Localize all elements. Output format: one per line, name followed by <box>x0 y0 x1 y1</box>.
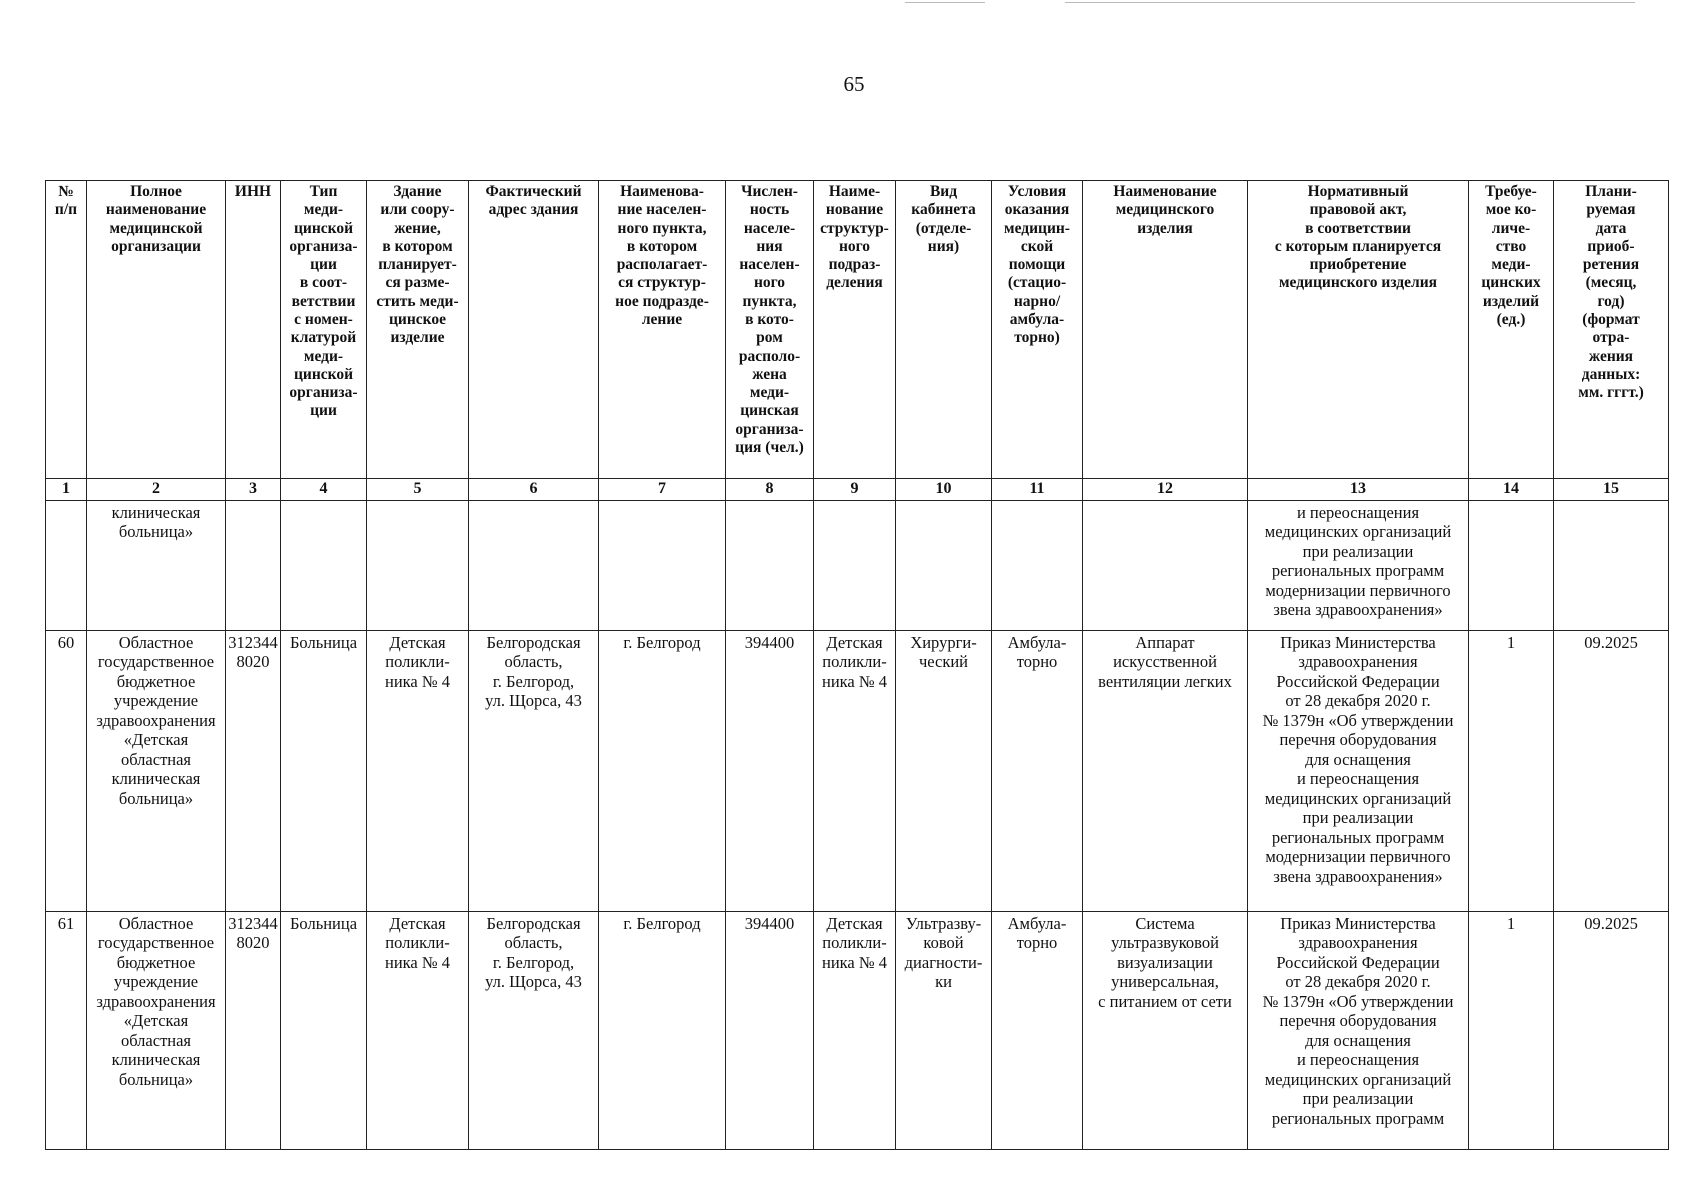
header-cell-population: Числен- ность населе- ния населен- ного пункта, в кото- ром располо- жена меди- цинская организа- ция (чел.) <box>726 181 814 479</box>
table-cell <box>599 501 726 631</box>
column-number: 1 <box>46 479 87 501</box>
header-cell-building: Здание или соору- жение, в котором планирует- ся разме- стить меди- цинское изделие <box>367 181 469 479</box>
page-number: 65 <box>843 72 865 96</box>
table-cell: 09.2025 <box>1554 912 1669 1150</box>
header-cell-purchase-date: Плани- руемая дата приоб- ретения (месяц, год) (формат отра- жения данных: мм. гггт.) <box>1554 181 1669 479</box>
table-cell: и переоснащения медицинских организаций при реализации региональных программ модернизации первичного звена здравоохранения» <box>1248 501 1469 631</box>
header-cell-cabinet-type: Вид кабинета (отделе- ния) <box>896 181 992 479</box>
scan-artifact-line <box>1065 2 1635 3</box>
column-number: 12 <box>1083 479 1248 501</box>
column-number: 8 <box>726 479 814 501</box>
table-cell: Детская поликли- ника № 4 <box>814 631 896 912</box>
header-cell-organization-type: Тип меди- цинской организа- ции в соот- ветствии с номен- клатурой меди- цинской организа- ции <box>281 181 367 479</box>
header-cell-inn: ИНН <box>226 181 281 479</box>
table-cell: Детская поликли- ника № 4 <box>367 912 469 1150</box>
table-cell <box>896 501 992 631</box>
table-cell <box>814 501 896 631</box>
table-cell: Аппарат искусственной вентиляции легких <box>1083 631 1248 912</box>
table-cell: Больница <box>281 631 367 912</box>
table-cell <box>1469 501 1554 631</box>
header-row <box>46 181 1669 479</box>
table-cell: 312344 8020 <box>226 912 281 1150</box>
table-cell: 09.2025 <box>1554 631 1669 912</box>
table-cell: Система ультразвуковой визуализации универсальная, с питанием от сети <box>1083 912 1248 1150</box>
header-cell-locality: Наименова- ние населен- ного пункта, в котором располагает- ся структур- ное подразде- ление <box>599 181 726 479</box>
table-row <box>46 501 1669 631</box>
column-number: 3 <box>226 479 281 501</box>
table-cell: Областное государственное бюджетное учреждение здравоохранения «Детская областная клиническая больница» <box>87 912 226 1150</box>
table-cell <box>281 501 367 631</box>
table-cell: Детская поликли- ника № 4 <box>367 631 469 912</box>
header-cell-division: Наиме- нование структур- ного подраз- деления <box>814 181 896 479</box>
table-cell: Амбула- торно <box>992 631 1083 912</box>
header-cell-legal-act: Нормативный правовой акт, в соответствии с которым планируется приобретение медицинского изделия <box>1248 181 1469 479</box>
header-cell-quantity: Требуе- мое ко- личе- ство меди- цинских изделий (ед.) <box>1469 181 1554 479</box>
column-number: 6 <box>469 479 599 501</box>
table-cell <box>1554 501 1669 631</box>
table-cell: Хирурги- ческий <box>896 631 992 912</box>
table-cell: г. Белгород <box>599 631 726 912</box>
column-number: 7 <box>599 479 726 501</box>
table-cell <box>469 501 599 631</box>
table-cell: Ультразву- ковой диагности- ки <box>896 912 992 1150</box>
table-cell <box>726 501 814 631</box>
table-cell: г. Белгород <box>599 912 726 1150</box>
header-cell-device-name: Наименование медицинского изделия <box>1083 181 1248 479</box>
table-cell: Амбула- торно <box>992 912 1083 1150</box>
column-number: 13 <box>1248 479 1469 501</box>
table-cell: Детская поликли- ника № 4 <box>814 912 896 1150</box>
column-number: 5 <box>367 479 469 501</box>
table-cell: 394400 <box>726 912 814 1150</box>
table-row <box>46 631 1669 912</box>
table-cell: Белгородская область, г. Белгород, ул. Щорса, 43 <box>469 631 599 912</box>
column-number: 14 <box>1469 479 1554 501</box>
column-number: 2 <box>87 479 226 501</box>
table-cell: 1 <box>1469 912 1554 1150</box>
header-cell-care-conditions: Условия оказания медицин- ской помощи (стацио- нарно/ амбула- торно) <box>992 181 1083 479</box>
table-cell: Белгородская область, г. Белгород, ул. Щорса, 43 <box>469 912 599 1150</box>
table-cell: Областное государственное бюджетное учреждение здравоохранения «Детская областная клиническая больница» <box>87 631 226 912</box>
table-cell <box>226 501 281 631</box>
table-cell: Приказ Министерства здравоохранения Российской Федерации от 28 декабря 2020 г. № 1379н «Об утверждении перечня оборудования для оснащения и переоснащения медицинских организаций при реализации региональных программ <box>1248 912 1469 1150</box>
equipment-table <box>45 180 1669 1150</box>
column-number-row <box>46 479 1669 501</box>
table-cell <box>367 501 469 631</box>
table-cell: Приказ Министерства здравоохранения Российской Федерации от 28 декабря 2020 г. № 1379н «Об утверждении перечня оборудования для оснащения и переоснащения медицинских организаций при реализации региональных программ модернизации первичного звена здравоохранения» <box>1248 631 1469 912</box>
header-cell-row-number: № п/п <box>46 181 87 479</box>
header-cell-address: Фактический адрес здания <box>469 181 599 479</box>
table-cell <box>46 501 87 631</box>
table-cell: 60 <box>46 631 87 912</box>
table-cell: 394400 <box>726 631 814 912</box>
column-number: 9 <box>814 479 896 501</box>
table-cell <box>1083 501 1248 631</box>
column-number: 15 <box>1554 479 1669 501</box>
column-number: 11 <box>992 479 1083 501</box>
table-cell: 1 <box>1469 631 1554 912</box>
table-cell <box>992 501 1083 631</box>
table-cell: клиническая больница» <box>87 501 226 631</box>
header-cell-organization: Полное наименование медицинской организации <box>87 181 226 479</box>
scan-artifact-line <box>905 2 985 3</box>
table-row <box>46 912 1669 1150</box>
table-cell: 312344 8020 <box>226 631 281 912</box>
column-number: 10 <box>896 479 992 501</box>
column-number: 4 <box>281 479 367 501</box>
table-cell: 61 <box>46 912 87 1150</box>
table-cell: Больница <box>281 912 367 1150</box>
